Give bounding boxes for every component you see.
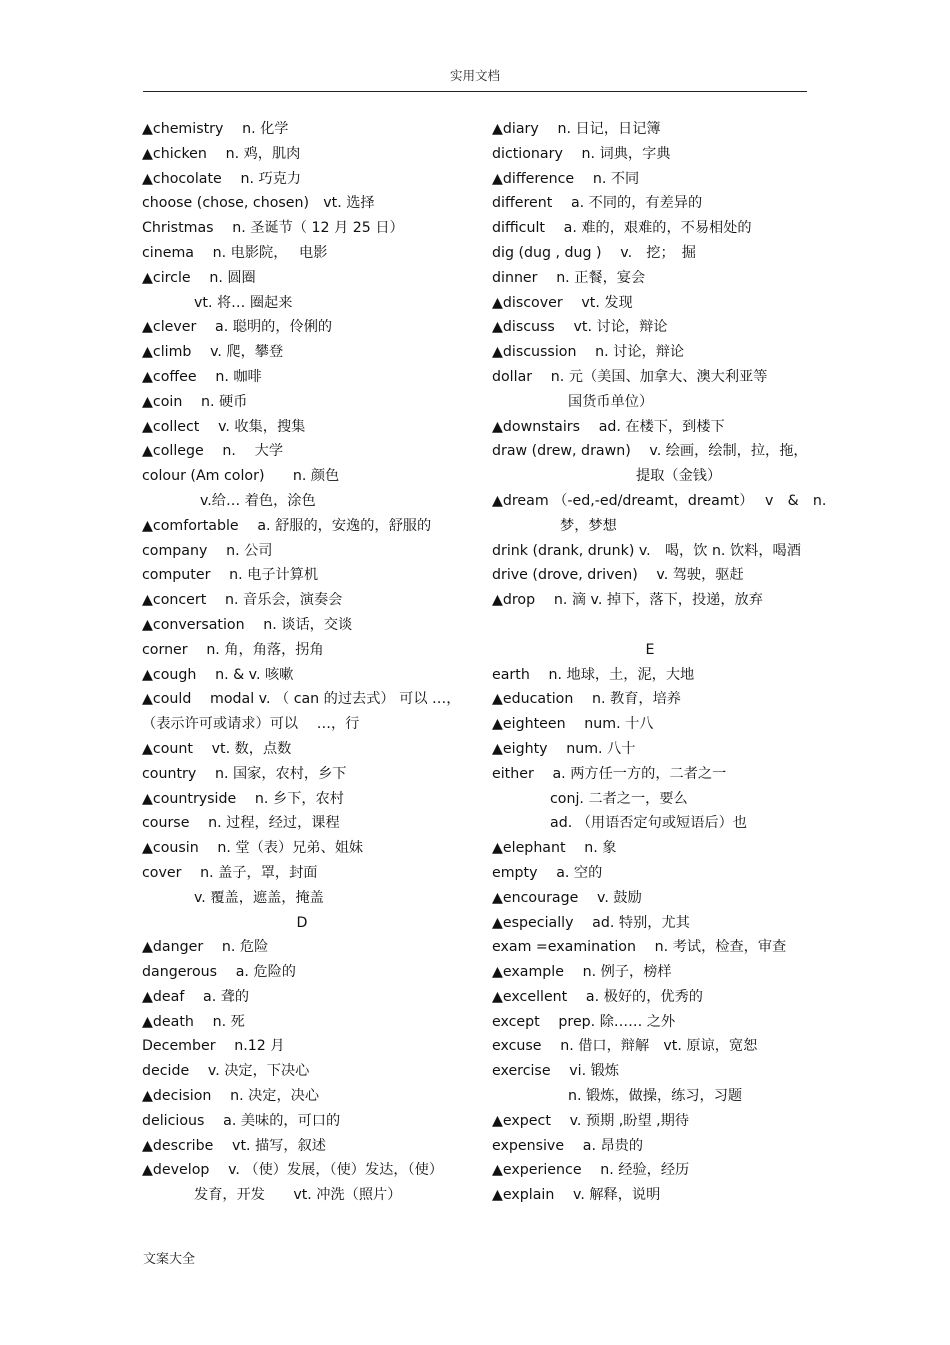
entry-discussion: ▲discussion n. 讨论，辩论 <box>492 344 685 361</box>
entry-circle: ▲circle n. 圆圈 <box>142 269 256 286</box>
entry-dictionary: dictionary n. 词典，字典 <box>492 145 671 162</box>
entry-except: except prep. 除…… 之外 <box>492 1013 676 1030</box>
header-rule <box>143 91 807 92</box>
entry-dream: ▲dream （-ed,-ed/dreamt，dreamt） v & n. <box>492 492 827 509</box>
entry-dream-cont: 梦，梦想 <box>560 517 617 534</box>
entry-coffee: ▲coffee n. 咖啡 <box>142 368 262 385</box>
entry-either-ad: ad. （用语否定句或短语后）也 <box>550 815 747 832</box>
entry-december: December n.12 月 <box>142 1038 285 1055</box>
entry-chemistry: ▲chemistry n. 化学 <box>142 121 289 137</box>
entry-dinner: dinner n. 正餐，宴会 <box>492 269 646 286</box>
entry-eighteen: ▲eighteen num. 十八 <box>492 716 654 733</box>
entry-education: ▲education n. 教育，培养 <box>492 691 681 708</box>
entry-eighty: ▲eighty num. 八十 <box>492 740 636 757</box>
entry-downstairs: ▲downstairs ad. 在楼下，到楼下 <box>492 418 725 435</box>
entry-different: different a. 不同的，有差异的 <box>492 195 703 212</box>
entry-difference: ▲difference n. 不同 <box>492 170 640 187</box>
entry-drink: drink (drank, drunk) v. 喝，饮 n. 饮料，喝酒 <box>492 542 801 559</box>
entry-exercise-cont: n. 锻炼，做操，练习，习题 <box>568 1088 743 1105</box>
entry-conversation: ▲conversation n. 谈话，交谈 <box>142 616 353 633</box>
entry-cover: cover n. 盖子，罩，封面 <box>142 864 318 881</box>
entry-expensive: expensive a. 昂贵的 <box>492 1137 644 1154</box>
section-heading-e: E <box>645 641 655 658</box>
entry-excuse: excuse n. 借口，辩解 vt. 原谅，宽恕 <box>492 1038 758 1055</box>
entry-cousin: ▲cousin n. 堂（表）兄弟、姐妹 <box>142 840 364 857</box>
section-heading-d: D <box>296 914 308 931</box>
entry-dollar-cont: 国货币单位） <box>568 393 654 410</box>
entry-explain: ▲explain v. 解释，说明 <box>492 1187 661 1204</box>
entry-cover-cont: v. 覆盖，遮盖，掩盖 <box>194 889 324 906</box>
entry-develop: ▲develop v. （使）发展，（使）发达，（使） <box>142 1162 444 1179</box>
entry-exercise: exercise vi. 锻炼 <box>492 1063 619 1080</box>
entry-colour: colour (Am color) n. 颜色 <box>142 468 340 485</box>
entry-coin: ▲coin n. 硬币 <box>142 393 248 410</box>
entry-company: company n. 公司 <box>142 542 273 559</box>
entry-exam: exam =examination n. 考试，检查，审查 <box>492 939 787 956</box>
entry-circle-cont: vt. 将… 圈起来 <box>194 294 293 311</box>
entry-discover: ▲discover vt. 发现 <box>492 294 633 311</box>
entry-decision: ▲decision n. 决定，决心 <box>142 1088 320 1105</box>
entry-either: either a. 两方任一方的，二者之一 <box>492 765 727 782</box>
entry-chicken: ▲chicken n. 鸡，肌肉 <box>142 145 301 162</box>
entry-country: country n. 国家，农村，乡下 <box>142 765 347 782</box>
entry-choose: choose (chose, chosen) vt. 选择 <box>142 195 375 212</box>
entry-cough: ▲cough n. & v. 咳嗽 <box>142 666 294 683</box>
entry-drop: ▲drop n. 滴 v. 掉下，落下，投递，放弃 <box>492 592 763 609</box>
entry-draw: draw (drew, drawn) v. 绘画，绘制，拉，拖， <box>492 443 808 460</box>
entry-clever: ▲clever a. 聪明的，伶俐的 <box>142 319 333 336</box>
entry-dangerous: dangerous a. 危险的 <box>142 964 296 981</box>
page-footer-text: 文案大全 <box>143 1252 196 1267</box>
entry-could-cont: （表示许可或请求）可以 …，行 <box>142 716 360 733</box>
entry-collect: ▲collect v. 收集，搜集 <box>142 418 306 435</box>
entry-count: ▲count vt. 数，点数 <box>142 740 292 757</box>
entry-climb: ▲climb v. 爬，攀登 <box>142 344 284 361</box>
entry-cinema: cinema n. 电影院， 电影 <box>142 244 328 261</box>
page-header-title: 实用文档 <box>449 68 500 83</box>
entry-concert: ▲concert n. 音乐会，演奏会 <box>142 592 343 609</box>
entry-death: ▲death n. 死 <box>142 1013 245 1030</box>
entry-college: ▲college n. 大学 <box>142 443 284 460</box>
entry-experience: ▲experience n. 经验，经历 <box>492 1162 690 1179</box>
entry-dig: dig (dug , dug ) v. 挖； 掘 <box>492 244 696 261</box>
entry-describe: ▲describe vt. 描写，叙述 <box>142 1137 326 1154</box>
entry-delicious: delicious a. 美味的，可口的 <box>142 1112 341 1129</box>
left-column <box>142 117 462 1208</box>
entry-drive: drive (drove, driven) v. 驾驶，驱赶 <box>492 567 744 584</box>
entry-example: ▲example n. 例子，榜样 <box>492 964 672 981</box>
entry-develop-cont: 发育，开发 vt. 冲洗（照片） <box>194 1187 402 1204</box>
entry-christmas: Christmas n. 圣诞节（ 12 月 25 日） <box>142 220 404 237</box>
entry-either-conj: conj. 二者之一，要么 <box>550 790 688 807</box>
entry-expect: ▲expect v. 预期 ,盼望 ,期待 <box>492 1112 690 1129</box>
entry-encourage: ▲encourage v. 鼓励 <box>492 889 642 906</box>
entry-decide: decide v. 决定，下决心 <box>142 1063 310 1080</box>
entry-computer: computer n. 电子计算机 <box>142 567 319 584</box>
entry-diary: ▲diary n. 日记，日记簿 <box>492 121 661 137</box>
blank-line <box>492 613 808 638</box>
entry-could: ▲could modal v. （ can 的过去式） 可以 …， <box>142 691 461 708</box>
entry-empty: empty a. 空的 <box>492 864 603 881</box>
entry-excellent: ▲excellent a. 极好的，优秀的 <box>492 988 703 1005</box>
entry-draw-cont: 提取（金钱） <box>636 468 722 485</box>
entry-elephant: ▲elephant n. 象 <box>492 840 617 857</box>
entry-chocolate: ▲chocolate n. 巧克力 <box>142 170 302 187</box>
entry-difficult: difficult a. 难的，艰难的，不易相处的 <box>492 220 752 237</box>
entry-especially: ▲especially ad. 特别，尤其 <box>492 914 690 931</box>
entry-course: course n. 过程，经过，课程 <box>142 815 340 832</box>
entry-earth: earth n. 地球，土，泥，大地 <box>492 666 695 683</box>
entry-deaf: ▲deaf a. 聋的 <box>142 988 250 1005</box>
entry-corner: corner n. 角，角落，拐角 <box>142 641 324 658</box>
entry-countryside: ▲countryside n. 乡下，农村 <box>142 790 344 807</box>
entry-dollar: dollar n. 元（美国、加拿大、澳大利亚等 <box>492 368 768 385</box>
entry-comfortable: ▲comfortable a. 舒服的，安逸的，舒服的 <box>142 517 432 534</box>
entry-colour-cont: v.给… 着色，涂色 <box>200 492 316 509</box>
right-column <box>492 117 827 1208</box>
entry-danger: ▲danger n. 危险 <box>142 939 269 956</box>
entry-discuss: ▲discuss vt. 讨论，辩论 <box>492 319 668 336</box>
